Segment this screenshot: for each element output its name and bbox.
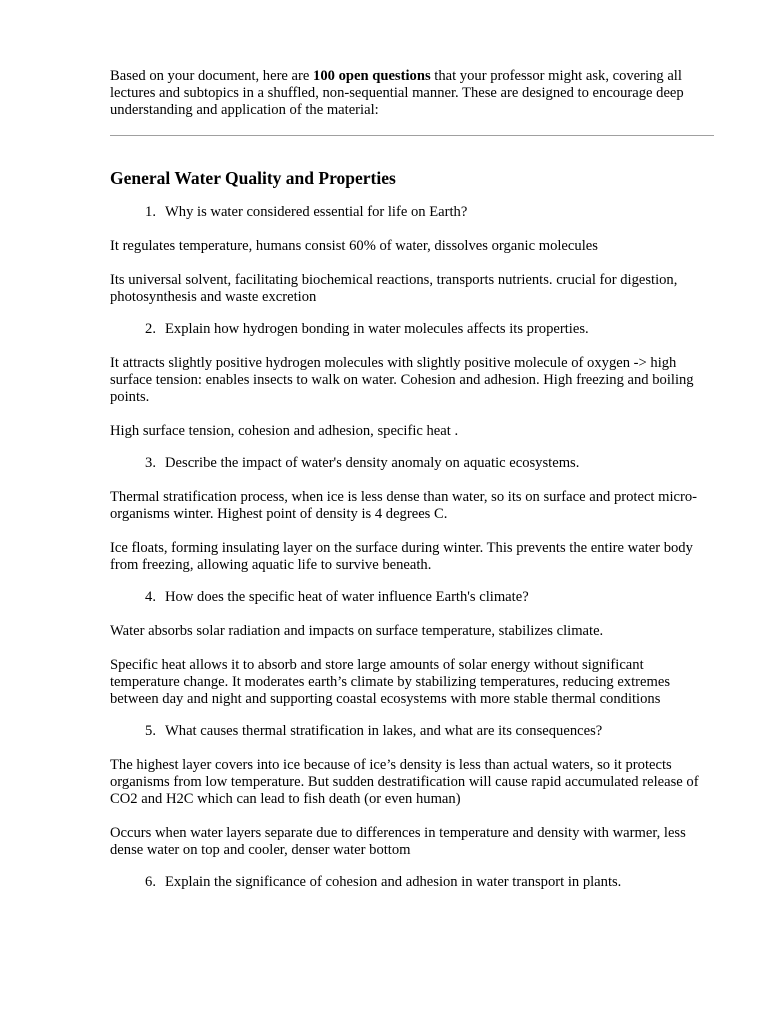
question-text: What causes thermal stratification in lakes, and what are its consequences?: [165, 723, 603, 739]
question-number: 6.: [145, 874, 156, 890]
question-number: 1.: [145, 204, 156, 220]
question-item: [110, 874, 714, 891]
question-text: How does the specific heat of water influence Earth's climate?: [165, 589, 529, 605]
section-heading: General Water Quality and Properties: [110, 168, 396, 188]
question-block: [110, 204, 714, 306]
answer-paragraph: Ice floats, forming insulating layer on the surface during winter. This prevents the entire water body from freezing, allowing aquatic life to survive beneath.: [110, 540, 693, 573]
document-page: [110, 68, 714, 891]
answer-paragraph: Water absorbs solar radiation and impacts on surface temperature, stabilizes climate.: [110, 623, 604, 639]
question-number: 5.: [145, 723, 156, 739]
answer-paragraph: It attracts slightly positive hydrogen molecules with slightly positive molecule of oxygen -> high surface tension: enables insects to walk on water. Cohesion and adhesion. High freezing and boiling points.: [110, 355, 694, 405]
answer-paragraph: High surface tension, cohesion and adhesion, specific heat .: [110, 423, 459, 439]
question-number: 3.: [145, 455, 156, 471]
intro-bold-text: 100 open questions: [313, 68, 431, 84]
question-text: Explain the significance of cohesion and adhesion in water transport in plants.: [165, 874, 622, 890]
question-number: 4.: [145, 589, 156, 605]
answer-paragraph: Specific heat allows it to absorb and store large amounts of solar energy without significant temperature change. It moderates earth’s climate by stabilizing temperatures, reducing extremes between day and night and supporting coastal ecosystems with more stable thermal conditions: [110, 657, 671, 707]
intro-text-end: that your professor might ask, covering all lectures and subtopics in a shuffled, non-sequential manner. These are designed to encourage deep understanding and application of the material:: [110, 68, 684, 118]
question-text: Why is water considered essential for life on Earth?: [165, 204, 468, 220]
question-block: [110, 723, 714, 859]
question-item: [110, 723, 714, 740]
answer-paragraph: Thermal stratification process, when ice is less dense than water, so its on surface and protect micro-organisms winter. Highest point of density is 4 degrees C.: [110, 489, 698, 522]
question-block: [110, 874, 714, 891]
answer-paragraph: The highest layer covers into ice because of ice’s density is less than actual waters, so it protects organisms from low temperature. But sudden destratification will cause rapid accumulated release of CO2 and H2C which can lead to fish death (or even human): [110, 757, 699, 807]
intro-paragraph: [110, 68, 714, 119]
answer-paragraph: Its universal solvent, facilitating biochemical reactions, transports nutrients. crucial for digestion, photosynthesis and waste excretion: [110, 272, 678, 305]
question-number: 2.: [145, 321, 156, 337]
question-text: Explain how hydrogen bonding in water molecules affects its properties.: [165, 321, 589, 337]
question-item: [110, 455, 714, 472]
question-text: Describe the impact of water's density anomaly on aquatic ecosystems.: [165, 455, 580, 471]
question-block: [110, 455, 714, 574]
question-block: [110, 321, 714, 440]
question-item: [110, 204, 714, 221]
question-item: [110, 321, 714, 338]
question-item: [110, 589, 714, 606]
horizontal-divider: [110, 135, 714, 136]
question-block: [110, 589, 714, 708]
intro-text-start: Based on your document, here are: [110, 68, 314, 84]
answer-paragraph: It regulates temperature, humans consist 60% of water, dissolves organic molecules: [110, 238, 598, 254]
answer-paragraph: Occurs when water layers separate due to differences in temperature and density with warmer, less dense water on top and cooler, denser water bottom: [110, 825, 686, 858]
